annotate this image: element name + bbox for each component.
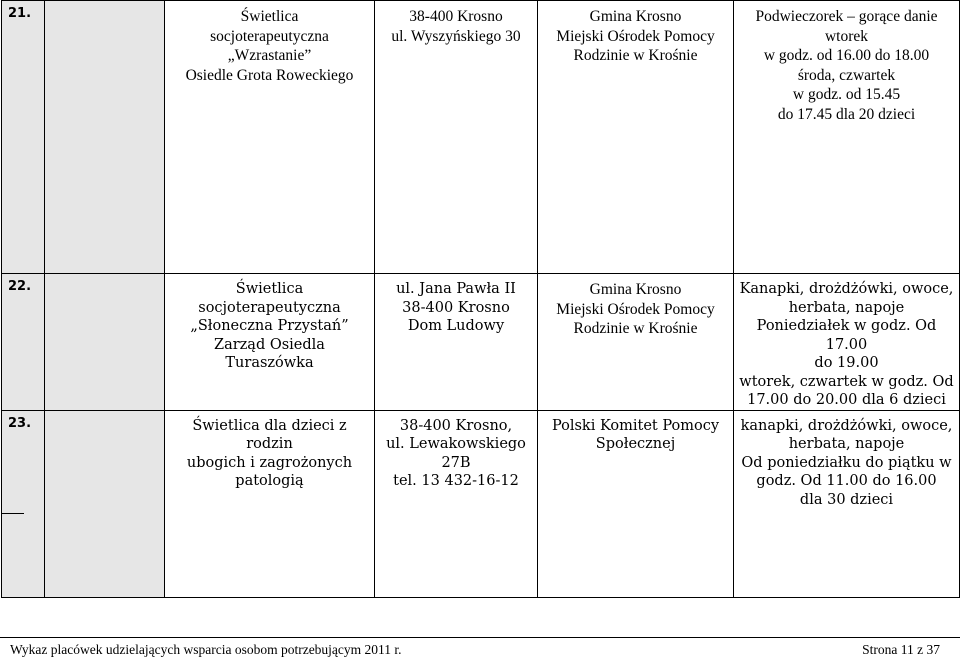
- address-line: 27B: [441, 454, 471, 471]
- facility-name-line: socjoterapeutyczna: [198, 299, 341, 316]
- organizer-line: Gmina Krosno: [589, 8, 682, 25]
- offer-line: Podwieczorek – gorące danie: [755, 8, 938, 25]
- shaded-cell: [45, 410, 165, 597]
- offer-line: dla 30 dzieci: [799, 491, 894, 508]
- offer-line: Od poniedziałku do piątku w: [741, 454, 952, 471]
- facility-name-line: patologią: [235, 473, 304, 489]
- offer-line: w godz. od 16.00 do 18.00: [763, 47, 930, 64]
- address-line: ul. Lewakowskiego: [386, 436, 526, 452]
- offer-line: herbata, napoje: [788, 436, 905, 452]
- address-line: Dom Ludowy: [407, 318, 505, 334]
- facility-name-line: „Wzrastanie”: [227, 47, 312, 64]
- facility-name-line: Świetlica: [240, 8, 299, 25]
- organizer-line: Rodzinie w Krośnie: [573, 320, 698, 337]
- footer-title: Wykaz placówek udzielających wsparcia osobom potrzebującym 2011 r.: [10, 642, 402, 657]
- offer-line: 17.00 do 20.00 dla 6 dzieci: [747, 392, 946, 408]
- table-row: [2, 410, 960, 597]
- offer-line: do 17.45 dla 20 dzieci: [777, 105, 916, 123]
- offer-line: godz. Od 11.00 do 16.00: [756, 473, 937, 489]
- offer-line: środa, czwartek: [797, 66, 896, 84]
- organizer-line: Rodzinie w Krośnie: [573, 47, 698, 64]
- row-number-cell: [2, 1, 45, 274]
- address-line: tel. 13 432-16-12: [393, 473, 519, 489]
- page-footer: [0, 637, 960, 660]
- facility-name-line: Osiedle Grota Roweckiego: [185, 66, 354, 84]
- offer-line: Kanapki, drożdżówki, owoce,: [739, 281, 954, 297]
- facility-name-line: ubogich i zagrożonych: [186, 454, 353, 471]
- organizer-cell: [538, 410, 734, 597]
- table-row: [2, 274, 960, 411]
- shaded-cell: [45, 1, 165, 274]
- facility-name-cell: [165, 1, 375, 274]
- facilities-table: [1, 0, 960, 598]
- organizer-line: Miejski Ośrodek Pomocy: [556, 300, 715, 318]
- offer-cell: [734, 274, 960, 411]
- divider-mark: [2, 513, 24, 514]
- row-number-cell: [2, 274, 45, 411]
- page-number: Strona 11 z 37: [862, 642, 940, 657]
- address-line: ul. Jana Pawła II: [396, 281, 516, 297]
- facility-name-line: „Słoneczna Przystań”: [190, 318, 349, 334]
- address-cell: [375, 410, 538, 597]
- organizer-cell: [538, 1, 734, 274]
- offer-line: kanapki, drożdżówki, owoce,: [740, 417, 953, 434]
- offer-line: do 19.00: [814, 355, 879, 371]
- facility-name-line: socjoterapeutyczna: [210, 27, 329, 45]
- organizer-line: Gmina Krosno: [589, 281, 682, 298]
- row-number: 23.: [8, 415, 32, 431]
- row-number-cell: [2, 410, 45, 597]
- offer-line: Poniedziałek w godz. Od 17.00: [756, 318, 937, 353]
- offer-cell: [734, 410, 960, 597]
- facility-name-cell: [165, 410, 375, 597]
- facility-name-line: Świetlica dla dzieci z rodzin: [192, 417, 347, 452]
- table-row: [2, 1, 960, 274]
- organizer-cell: [538, 274, 734, 411]
- facility-name-line: Zarząd Osiedla Turaszówka: [214, 336, 325, 371]
- offer-line: wtorek, czwartek w godz. Od: [739, 373, 954, 390]
- address-line: 38-400 Krosno: [402, 299, 510, 316]
- offer-line: herbata, napoje: [788, 299, 905, 316]
- address-cell: [375, 274, 538, 411]
- organizer-line: Społecznej: [595, 436, 676, 452]
- offer-line: wtorek: [824, 27, 869, 45]
- shaded-cell: [45, 274, 165, 411]
- offer-line: w godz. od 15.45: [792, 86, 901, 103]
- offer-cell: [734, 1, 960, 274]
- organizer-line: Polski Komitet Pomocy: [551, 417, 720, 434]
- facility-name-cell: [165, 274, 375, 411]
- address-line: 38-400 Krosno,: [399, 417, 513, 434]
- row-number: 22.: [8, 279, 32, 294]
- organizer-line: Miejski Ośrodek Pomocy: [556, 27, 715, 45]
- row-number: 21.: [8, 6, 32, 21]
- address-cell: [375, 1, 538, 274]
- address-line: ul. Wyszyńskiego 30: [391, 27, 521, 45]
- facility-name-line: Świetlica: [235, 281, 304, 297]
- address-line: 38-400 Krosno: [409, 8, 503, 25]
